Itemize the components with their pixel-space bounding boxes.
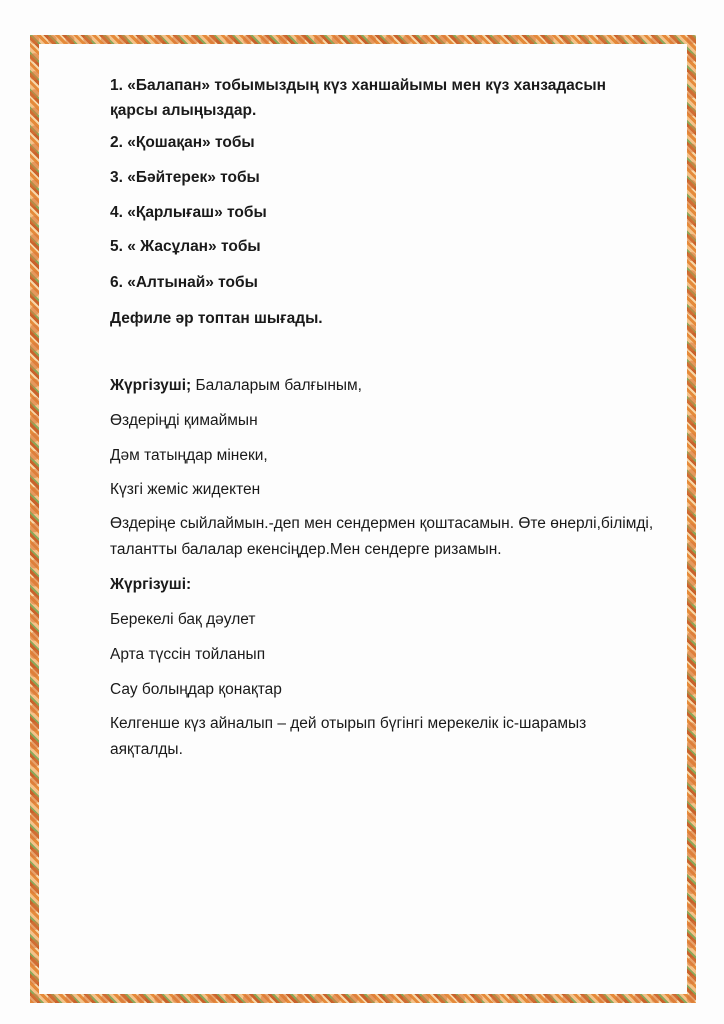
- program-line-5: 5. « Жасұлан» тобы: [110, 238, 261, 255]
- host-label: Жүргізуші;: [110, 377, 192, 394]
- farewell-paragraph: Өздеріңе сыйлаймын.-деп мен сендермен қоштасамын. Өте өнерлі,білімді, талантты балалар екенсіңдер.Мен сендерге ризамын.: [110, 515, 654, 558]
- closing-paragraph: Келгенше күз айналып – дей отырып бүгінгі мерекелік іс-шарамыз аяқталды.: [110, 715, 587, 758]
- host-speech-1: [110, 376, 362, 396]
- verse2-line-2: Арта түссін тойланып: [110, 646, 266, 663]
- program-line-6: 6. «Алтынай» тобы: [110, 274, 258, 291]
- verse2-line-1: Берекелі бақ дәулет: [110, 611, 256, 628]
- host-label-2: Жүргізуші:: [110, 576, 192, 593]
- program-line-3: 3. «Бәйтерек» тобы: [110, 169, 260, 186]
- verse1-line-1: Өздеріңді қимаймын: [110, 412, 258, 429]
- program-line-2: 2. «Қошақан» тобы: [110, 134, 255, 151]
- host-speech-text: Балаларым балғыным,: [191, 377, 362, 394]
- verse2-line-3: Сау болыңдар қонақтар: [110, 681, 282, 698]
- program-line-1: 1. «Балапан» тобымыздың күз ханшайымы мен күз ханзадасын: [110, 77, 607, 94]
- verse1-line-3: Күзгі жеміс жидектен: [110, 481, 261, 498]
- program-line-1-cont: қарсы алыңыздар.: [110, 102, 257, 119]
- verse1-line-2: Дәм татыңдар мінеки,: [110, 447, 268, 464]
- program-line-4: 4. «Қарлығаш» тобы: [110, 204, 267, 221]
- defile-line: Дефиле әр топтан шығады.: [110, 310, 323, 327]
